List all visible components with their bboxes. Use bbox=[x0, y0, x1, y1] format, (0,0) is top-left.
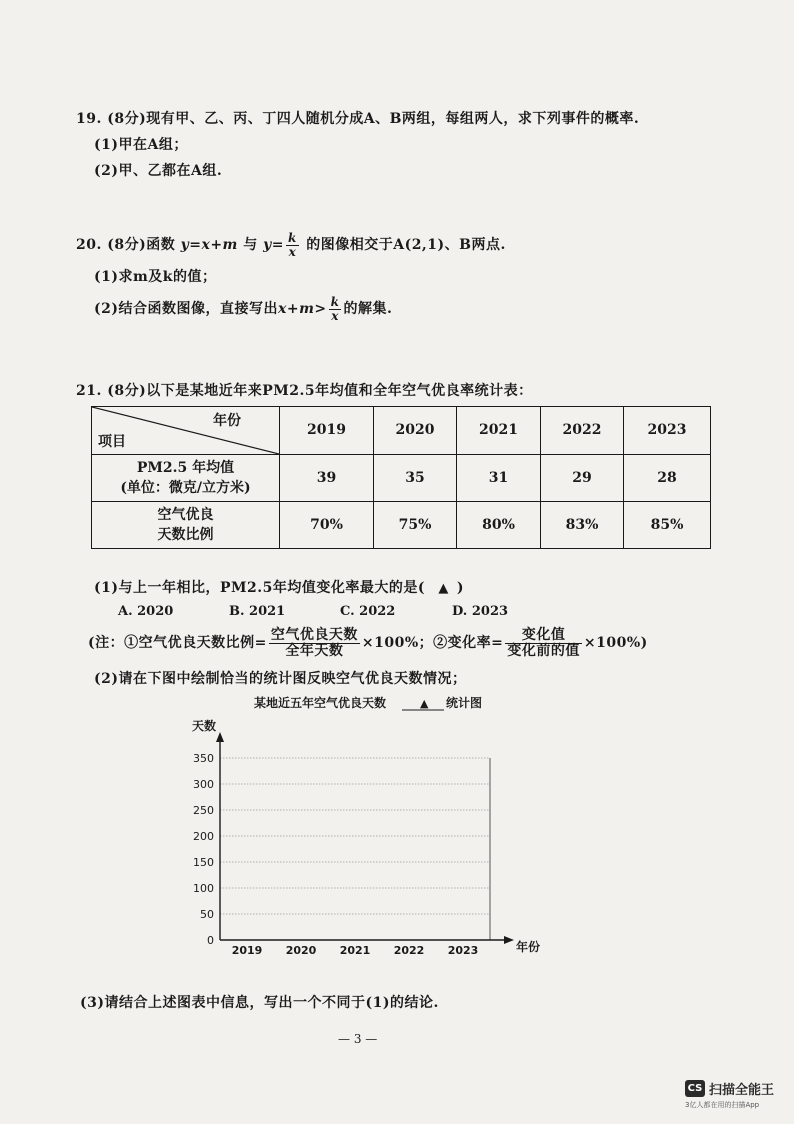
chart-title bbox=[253, 695, 482, 710]
row-label-air-quality bbox=[92, 502, 280, 549]
option-c: C. 2022 bbox=[340, 604, 396, 619]
q20-fraction-k-over-x-2: $\frac{k}{x}$ bbox=[330, 295, 340, 323]
chart-x-ticks bbox=[232, 944, 479, 957]
y-tick-label: 350 bbox=[193, 752, 214, 765]
q20-function-1: y=x+m bbox=[180, 237, 238, 254]
row-label-pm25 bbox=[92, 455, 280, 502]
row-label-pm25-line1: PM2.5 年均值 bbox=[136, 459, 235, 476]
air-quality-days-chart bbox=[150, 690, 560, 960]
option-d: D. 2023 bbox=[452, 604, 509, 619]
y-tick-label: 150 bbox=[193, 856, 214, 869]
corner-label-year: 年份 bbox=[213, 413, 241, 429]
camscanner-logo-icon: CS bbox=[685, 1080, 705, 1097]
q21-part1-close: ) bbox=[456, 580, 464, 596]
q19-part1: (1)甲在A组； bbox=[94, 137, 188, 153]
table-cell: 39 bbox=[280, 455, 374, 502]
table-cell: 31 bbox=[457, 455, 541, 502]
chart-title-blank: ▲ bbox=[420, 697, 429, 710]
q21-part2: (2)请在下图中绘制恰当的统计图反映空气优良天数情况； bbox=[94, 671, 467, 687]
y-tick-label: 50 bbox=[200, 908, 214, 921]
table-row-air-quality bbox=[92, 502, 711, 549]
y-tick-label: 0 bbox=[207, 934, 214, 947]
q20-fraction-k-over-x: $\frac{k}{x}$ bbox=[288, 231, 297, 259]
x-tick-label: 2019 bbox=[231, 944, 263, 957]
q20-inequality: x+m> bbox=[278, 301, 327, 318]
year-header-cell: 2022 bbox=[541, 407, 624, 455]
row-label-air-line2: 天数比例 bbox=[157, 527, 214, 543]
app-name: 扫描全能王 bbox=[709, 1083, 775, 1098]
y-tick-label: 100 bbox=[193, 882, 214, 895]
q21-part1 bbox=[94, 577, 464, 597]
row-label-pm25-line2: (单位：微克/立方米) bbox=[120, 480, 251, 496]
q20-part2-lead: (2)结合函数图像，直接写出 bbox=[94, 301, 278, 318]
x-tick-label: 2023 bbox=[447, 944, 479, 957]
table-cell: 83% bbox=[541, 502, 624, 549]
q20-function-2-lhs: y= bbox=[263, 237, 284, 254]
table-header-row bbox=[92, 407, 711, 455]
year-header-cell: 2021 bbox=[457, 407, 541, 455]
y-tick-label: 300 bbox=[193, 778, 214, 791]
q20-stem-tail: 的图像相交于A(2,1)、B两点. bbox=[306, 237, 506, 254]
q20-stem-lead: 20. (8分)函数 bbox=[76, 237, 176, 254]
table-corner-cell bbox=[92, 407, 280, 455]
note-fraction-rate: $\frac{\text{变化值}}{\text{变化前的值}}$ bbox=[507, 627, 580, 659]
page-number: — 3 — bbox=[338, 1032, 378, 1046]
app-tagline: 3亿人都在用的扫描App bbox=[685, 1101, 760, 1109]
q20-part2 bbox=[94, 296, 392, 322]
note-tail: ×100%) bbox=[583, 635, 648, 652]
q21-part3: (3)请结合上述图表中信息，写出一个不同于(1)的结论. bbox=[80, 995, 439, 1011]
table-cell: 70% bbox=[280, 502, 374, 549]
year-header-cell: 2019 bbox=[280, 407, 374, 455]
table-cell: 85% bbox=[624, 502, 711, 549]
year-header-cell: 2023 bbox=[624, 407, 711, 455]
chart-title-text: 某地近五年空气优良天数 bbox=[254, 696, 387, 710]
x-axis-arrow bbox=[504, 936, 514, 944]
table-cell: 29 bbox=[541, 455, 624, 502]
note-mid: ×100%；②变化率= bbox=[361, 635, 504, 652]
row-label-air-line1: 空气优良 bbox=[157, 506, 214, 523]
answer-blank-triangle: ▲ bbox=[438, 581, 449, 596]
q20-and: 与 bbox=[243, 237, 258, 254]
q19-stem: 19. (8分)现有甲、乙、丙、丁四人随机分成A、B两组，每组两人，求下列事件的概率. bbox=[76, 111, 640, 127]
y-tick-label: 200 bbox=[193, 830, 214, 843]
x-tick-label: 2021 bbox=[339, 944, 371, 957]
note-lead: (注：①空气优良天数比例= bbox=[88, 635, 267, 652]
note-fraction-ratio: $\frac{\text{空气优良天数}}{\text{全年天数}}$ bbox=[270, 627, 358, 659]
table-cell: 28 bbox=[624, 455, 711, 502]
q20-part1: (1)求m及k的值； bbox=[94, 269, 217, 285]
x-tick-label: 2020 bbox=[285, 944, 317, 957]
x-axis-label: 年份 bbox=[516, 940, 541, 954]
year-header-cell: 2020 bbox=[374, 407, 457, 455]
corner-label-item: 项目 bbox=[98, 433, 126, 450]
chart-title-suffix: 统计图 bbox=[446, 696, 483, 710]
q20-part2-tail: 的解集. bbox=[343, 301, 393, 318]
table-row-pm25 bbox=[92, 455, 711, 502]
q21-note bbox=[88, 628, 648, 658]
q21-stem: 21. (8分)以下是某地近年来PM2.5年均值和全年空气优良率统计表： bbox=[76, 383, 533, 399]
q21-part1-text: (1)与上一年相比，PM2.5年均值变化率最大的是( bbox=[94, 580, 425, 596]
q20-stem bbox=[76, 232, 506, 258]
table-cell: 80% bbox=[457, 502, 541, 549]
y-tick-label: 250 bbox=[193, 804, 214, 817]
table-cell: 35 bbox=[374, 455, 457, 502]
x-tick-label: 2022 bbox=[393, 944, 425, 957]
option-b: B. 2021 bbox=[229, 604, 286, 619]
q19-part2: (2)甲、乙都在A组. bbox=[94, 163, 223, 179]
y-axis-arrow bbox=[216, 732, 224, 742]
statistics-table bbox=[91, 406, 711, 549]
chart-grid bbox=[220, 758, 490, 940]
table-cell: 75% bbox=[374, 502, 457, 549]
option-a: A. 2020 bbox=[118, 604, 174, 619]
chart-y-ticks bbox=[193, 752, 214, 947]
y-axis-label: 天数 bbox=[192, 719, 217, 733]
